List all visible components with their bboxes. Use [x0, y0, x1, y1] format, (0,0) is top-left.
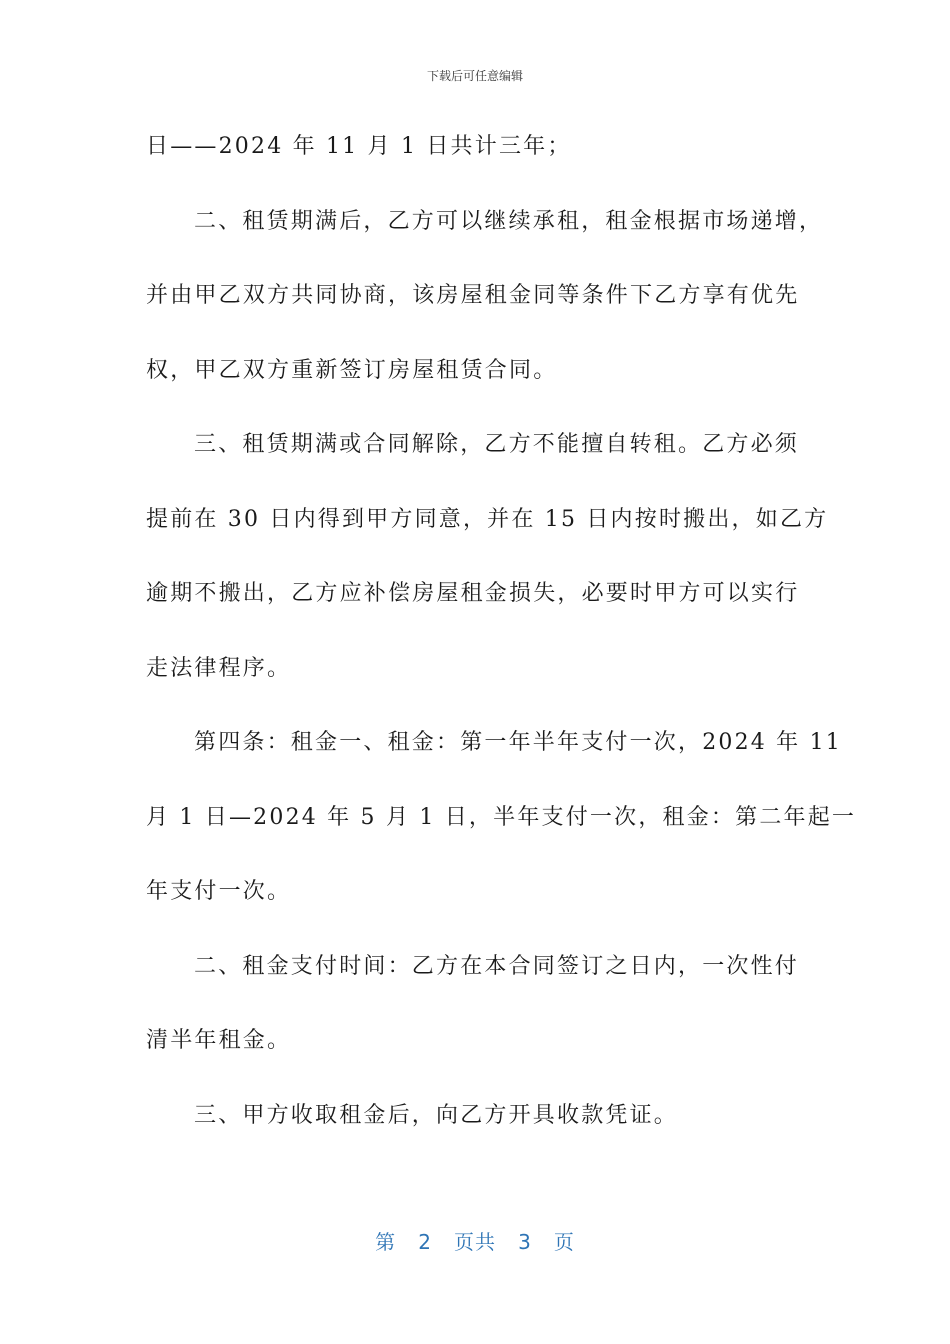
- body-line: 第四条：租金一、租金：第一年半年支付一次，2024 年 11: [194, 730, 842, 755]
- body-line: 三、租赁期满或合同解除，乙方不能擅自转租。乙方必须: [194, 432, 800, 457]
- header-note: 下载后可任意编辑: [426, 69, 523, 83]
- body-line: 并由甲乙双方共同协商，该房屋租金同等条件下乙方享有优先: [146, 283, 800, 308]
- total-pages-number: 3: [518, 1230, 532, 1254]
- body-line: 二、租赁期满后，乙方可以继续承租，租金根据市场递增，: [194, 208, 824, 234]
- body-line: 三、甲方收取租金后，向乙方开具收款凭证。: [194, 1102, 679, 1128]
- body-line: 走法律程序。: [146, 655, 292, 681]
- page-label-mid: 页共: [454, 1230, 496, 1254]
- body-line: 提前在 30 日内得到甲方同意，并在 15 日内按时搬出，如乙方: [146, 506, 829, 532]
- body-line: 年支付一次。: [146, 879, 292, 904]
- page-label-suffix: 页: [553, 1230, 575, 1254]
- page-label-prefix: 第: [375, 1230, 397, 1254]
- body-line: 逾期不搬出，乙方应补偿房屋租金损失，必要时甲方可以实行: [146, 581, 800, 606]
- body-line: 日——2024 年 11 月 1 日共计三年；: [146, 134, 572, 159]
- body-line: 清半年租金。: [146, 1028, 292, 1053]
- body-line: 权，甲乙双方重新签订房屋租赁合同。: [146, 357, 558, 383]
- document-body: [146, 128, 857, 1171]
- body-line: 月 1 日—2024 年 5 月 1 日，半年支付一次，租金：第二年起一: [146, 804, 857, 830]
- body-line: 二、租金支付时间：乙方在本合同签订之日内，一次性付: [194, 953, 800, 979]
- page-number-footer: [0, 1226, 950, 1255]
- current-page-number: 2: [418, 1230, 432, 1254]
